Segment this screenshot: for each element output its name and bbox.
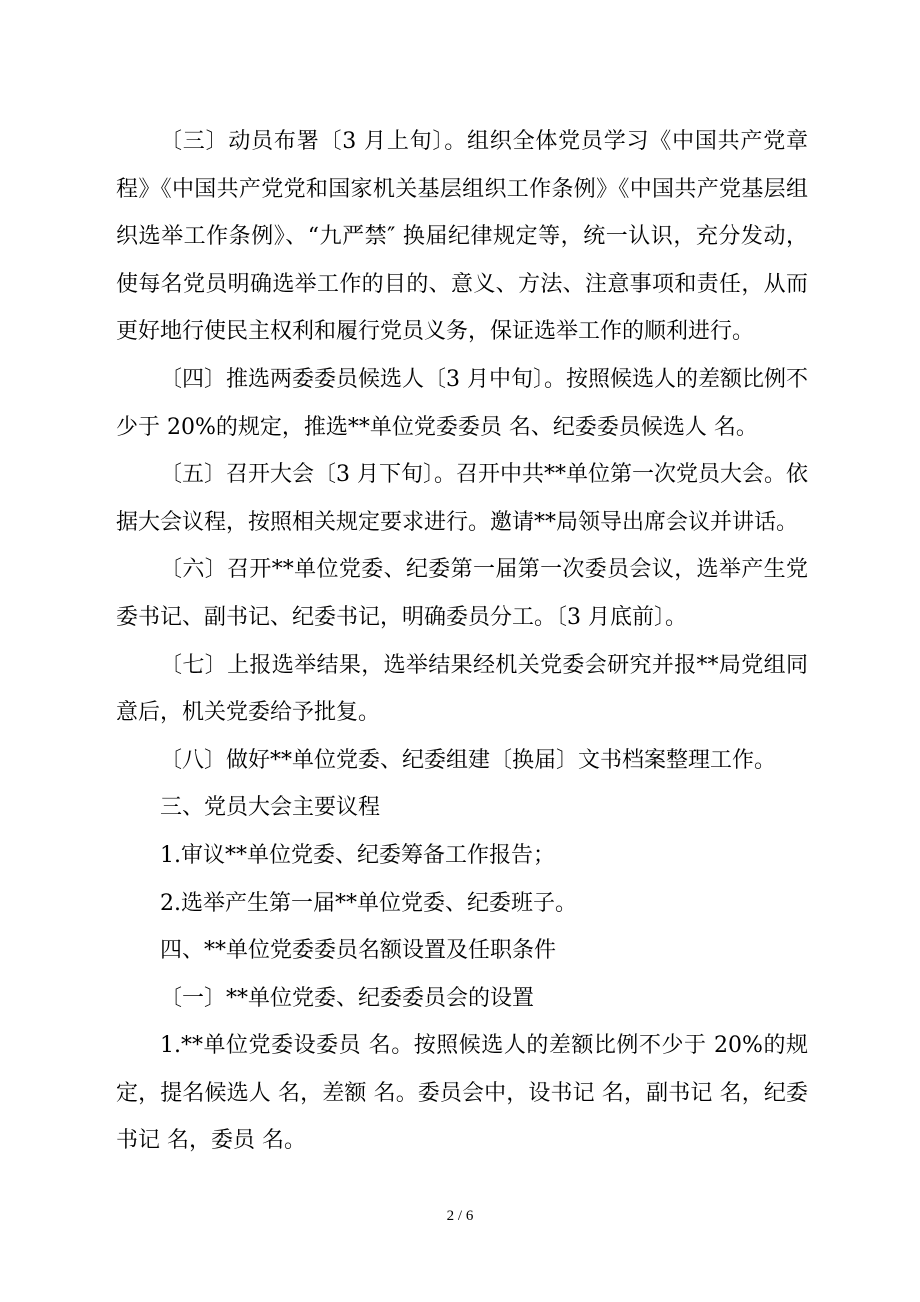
body-text [116,118,808,1165]
paragraph-mobilization: 〔三〕动员布署〔3 月上旬〕。组织全体党员学习《中国共产党章程》《中国共产党党和国家机关基层组织工作条例》《中国共产党基层组织选举工作条例》、“九严禁″ 换届纪律规定等，统一认识，充分发动，使每名党员明确选举工作的目的、意义、方法、注意事项和责任，从而更好地行使民主权利和履行党员义务，保证选举工作的顺利进行。 [116,129,808,345]
paragraph-archive-work: 〔八〕做好**单位党委、纪委组建〔换届〕文书档案整理工作。 [160,747,777,773]
paragraph-committee-members: 1.**单位党委设委员 名。按照候选人的差额比例不少于 20%的规定，提名候选人 名，差额 名。委员会中，设书记 名，副书记 名，纪委书记 名，委员 名。 [116,1033,808,1154]
paragraph-convene-meeting: 〔五〕召开大会〔3 月下旬〕。召开中共**单位第一次党员大会。依据大会议程，按照相关规定要求进行。邀请**局领导出席会议并讲话。 [116,462,808,535]
section-heading-quota: 四、**单位党委委员名额设置及任职条件 [160,938,557,964]
subsection-heading-setup: 〔一〕**单位党委、纪委委员会的设置 [160,985,535,1011]
section-heading-agenda: 三、党员大会主要议程 [160,795,381,821]
agenda-item-2: 2.选举产生第一届**单位党委、纪委班子。 [160,890,577,916]
page-number: 2 / 6 [446,1208,474,1224]
paragraph-report-results: 〔七〕上报选举结果，选举结果经机关党委会研究并报**局党组同意后，机关党委给予批复。 [116,652,808,726]
paragraph-candidate-selection: 〔四〕推选两委委员候选人〔3 月中旬〕。按照候选人的差额比例不少于 20%的规定，推选**单位党委委员 名、纪委委员候选人 名。 [116,366,808,440]
paragraph-committee-meeting: 〔六〕召开**单位党委、纪委第一届第一次委员会议，选举产生党委书记、副书记、纪委书记，明确委员分工。〔3 月底前〕。 [116,557,808,630]
agenda-item-1: 1.审议**单位党委、纪委筹备工作报告； [160,842,555,868]
